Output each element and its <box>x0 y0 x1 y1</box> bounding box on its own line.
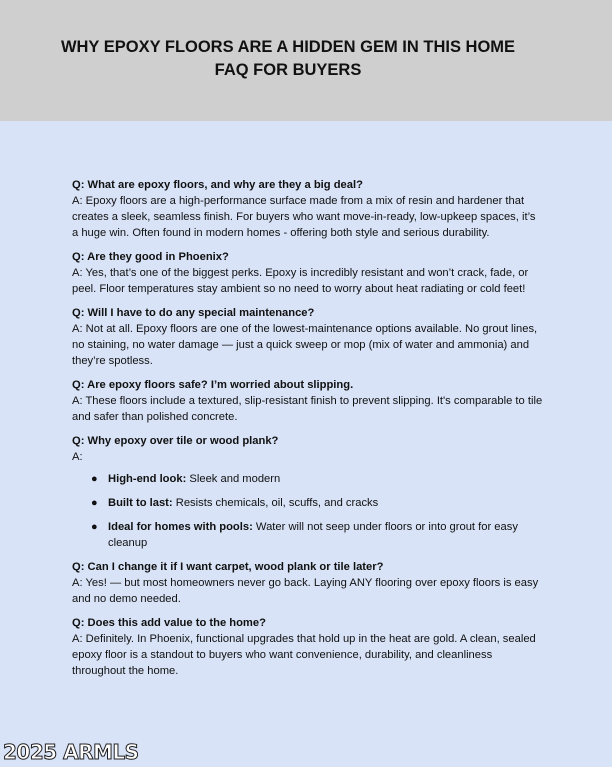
bullet-icon: ● <box>91 497 98 509</box>
page-title <box>0 36 576 82</box>
faq-question: Q: Can I change it if I want carpet, wood plank or tile later? <box>72 561 384 573</box>
faq-item <box>72 249 544 297</box>
bullet-term: Built to last: <box>108 497 173 509</box>
faq-question: Q: Are epoxy floors safe? I’m worried about slipping. <box>72 379 354 391</box>
bullet-item <box>72 471 544 487</box>
faq-item <box>72 305 544 369</box>
armls-watermark: 2025 ARMLS <box>3 740 139 764</box>
faq-answer: A: Definitely. In Phoenix, functional upgrades that hold up in the heat are gold. A clean, sealed epoxy floor is a standout to buyers who want convenience, durability, and cleanliness throughout the home. <box>72 633 536 677</box>
bullet-item <box>72 495 544 511</box>
faq-item <box>72 433 544 551</box>
faq-item <box>72 615 544 679</box>
bullet-item <box>72 519 544 551</box>
faq-question: Q: Why epoxy over tile or wood plank? <box>72 435 279 447</box>
bullet-text: Resists chemicals, oil, scuffs, and cracks <box>172 497 379 509</box>
faq-question: Q: Does this add value to the home? <box>72 617 266 629</box>
faq-item <box>72 177 544 241</box>
faq-content <box>72 177 544 687</box>
faq-answer: A: Yes! — but most homeowners never go back. Laying ANY flooring over epoxy floors is easy and no demo needed. <box>72 577 539 605</box>
faq-item <box>72 377 544 425</box>
faq-answer: A: Yes, that’s one of the biggest perks. Epoxy is incredibly resistant and won’t crack, fade, or peel. Floor temperatures stay ambient so no need to worry about heat radiating or cold feet! <box>72 267 529 295</box>
bullet-term: Ideal for homes with pools: <box>108 521 253 533</box>
faq-answer: A: These floors include a textured, slip-resistant finish to prevent slipping. It's comparable to tile and safer than polished concrete. <box>72 395 543 423</box>
bullet-term: High-end look: <box>108 473 187 485</box>
bullet-text: Sleek and modern <box>186 473 281 485</box>
faq-question: Q: Are they good in Phoenix? <box>72 251 229 263</box>
bullet-text: Water will not seep under floors or into grout for easy cleanup <box>108 521 518 549</box>
faq-question: Q: What are epoxy floors, and why are they a big deal? <box>72 179 363 191</box>
bullet-icon: ● <box>91 473 98 485</box>
faq-answer: A: <box>72 451 83 463</box>
title-line-1: WHY EPOXY FLOORS ARE A HIDDEN GEM IN THIS HOME <box>60 38 516 56</box>
faq-question: Q: Will I have to do any special maintenance? <box>72 307 315 319</box>
bullet-list <box>72 471 544 551</box>
title-line-2: FAQ FOR BUYERS <box>214 61 362 79</box>
faq-answer: A: Epoxy floors are a high-performance surface made from a mix of resin and hardener that creates a sleek, seamless finish. For buyers who want move-in-ready, low-upkeep spaces, it’s a huge win. Often found in modern homes - offering both style and serious durability. <box>72 195 536 239</box>
faq-item <box>72 559 544 607</box>
bullet-icon: ● <box>91 521 98 533</box>
faq-answer: A: Not at all. Epoxy floors are one of the lowest-maintenance options available. No grout lines, no staining, no water damage — just a quick sweep or mop (mix of water and ammonia) and they’re spotless. <box>72 323 538 367</box>
